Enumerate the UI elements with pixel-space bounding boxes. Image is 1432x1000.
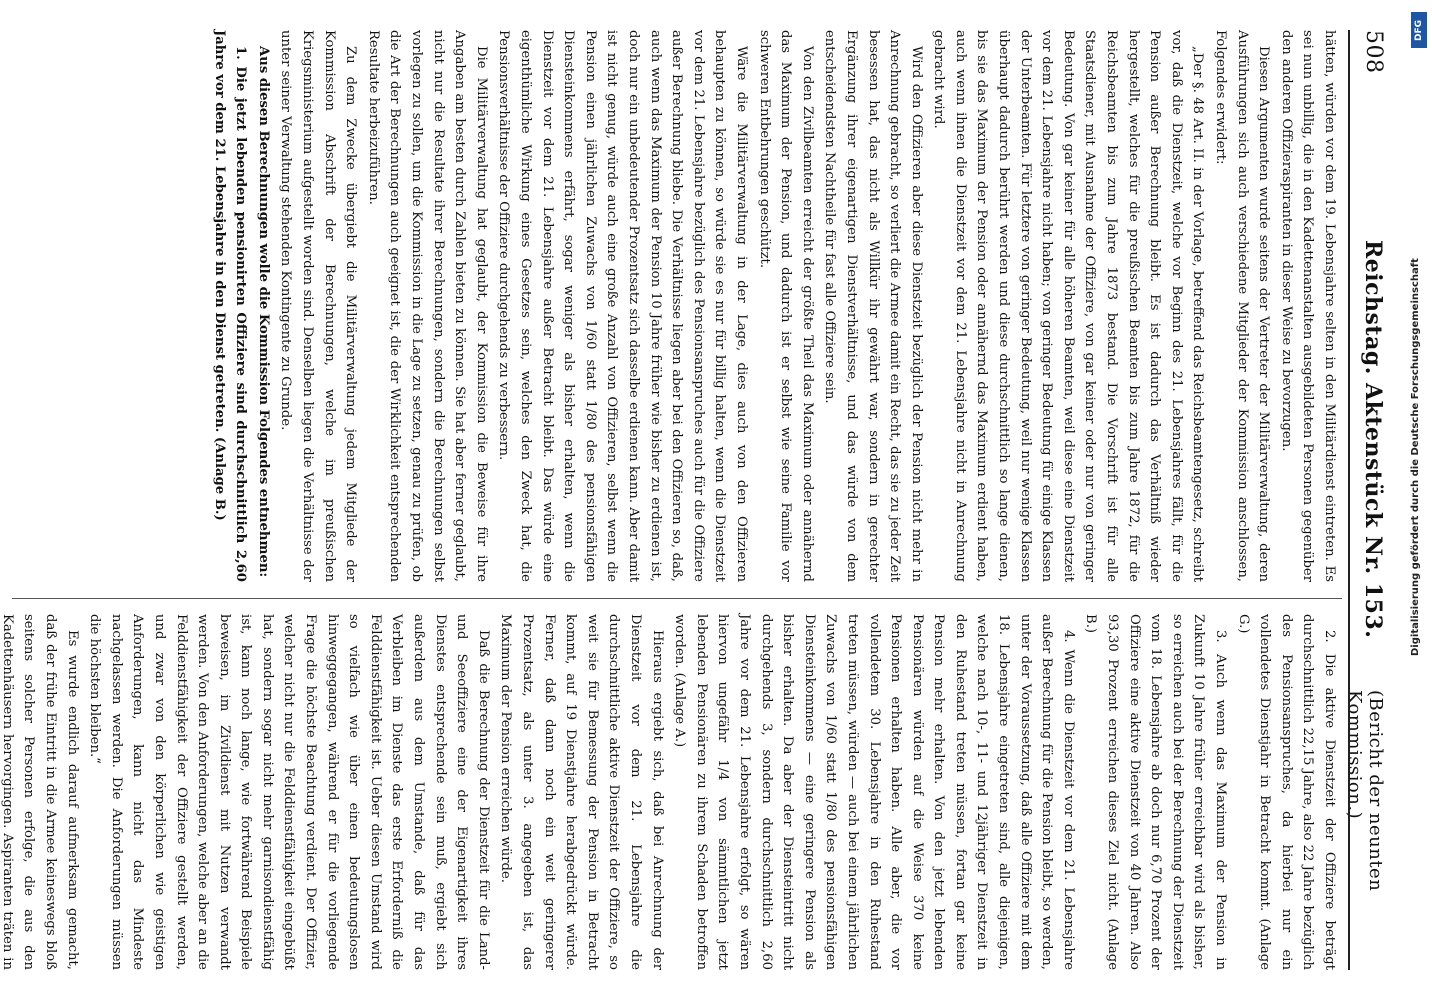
paragraph: Von den Zivilbeamten erreicht der größte Theil das Maximum oder annähernd das Maximum der Pension, und dadurch ist er selbst wie seine Familie vor schweren Entbehrungen geschützt.	[756, 30, 815, 582]
digitization-credit	[1408, 6, 1430, 994]
paragraph: Die Militärverwaltung hat geglaubt, der Kommission die Beweise für ihre Angaben am besten durch Zahlen bieten zu können. Sie hat aber ferner geglaubt, nicht nur die Resultate ihrer Berechnungen, sondern die Berechnungen selbst vorlegen zu sollen, um die Kommission in die Lage zu setzen, genau zu prüfen, ob die Art der Berechnungen auch geeignet ist, die der Wirklichkeit entsprechenden Resultate herbeizuführen.	[365, 30, 489, 582]
paragraph: Wird den Offizieren aber diese Dienstzeit bezüglich der Pension nicht mehr in Anrechnung gebracht, so verliert die Armee damit ein Recht, das sie zu jeder Zeit besessen hat, das nicht als Willkür ihr gewährt war, sondern in gerechter Ergänzung ihrer eigenartigen Dienstverhältnisse, und das würde von dem entscheidendsten Nachtheile für fast alle Offiziere sein.	[822, 30, 924, 582]
list-item: 1. Die jetzt lebenden pensionirten Offiziere sind durchschnittlich 2,60 Jahre vor dem 21. Lebensjahre in den Dienst getreten. (Anlage B.)	[211, 30, 249, 582]
paragraph: „Der §. 48 Art. II. in der Vorlage, betreffend das Reichsbeamtengesetz, schreibt vor, daß die Dienstzeit, welche vor Beginn des 21. Lebensjahres fällt, für die Pension außer Berechnung bleibt. Es ist dadurch das Verhältniß wieder hergestellt, welches für die preußischen Beamten bis zum Jahre 1872, für die Reichsbeamten bis zum Jahre 1873 bestand. Die Vorschrift ist für alle Staatsdiener, mit Ausnahme der Offiziere, von gar keiner oder nur von geringer Bedeutung. Von gar keiner für alle höheren Beamten, weil diese eine Dienstzeit vor dem 21. Lebensjahre nicht haben; von geringer Bedeutung für einige Klassen der Unterbeamten. Für letztere von geringer Bedeutung, weil nur wenige Klassen überhaupt dadurch berührt werden und diese durchschnittlich so lange dienen, bis sie das Maximum der Pension oder annähernd das Maximum erdient haben, auch wenn ihnen die Dienstzeit vor dem 21. Lebensjahre nicht in Anrechnung gebracht wird.	[931, 30, 1206, 582]
column-divider	[12, 598, 1342, 599]
list-item: 3. Auch wenn das Maximum der Pension in Zukunft 10 Jahre früher erreichbar wird als bisher, so erreichen auch bei der Berechnung der Dienstzeit vom 18. Lebensjahre ab doch nur 6,70 Prozent der Offiziere eine aktive Dienstzeit von 40 Jahren. Also 93,30 Prozent erreichen dieses Ziel nicht. (Anlage B.)	[1083, 614, 1229, 970]
paragraph: Wäre die Militärverwaltung in der Lage, dies auch von den Offizieren behaupten zu können, so würde sie es nur für billig halten, wenn die Dienstzeit vor dem 21. Lebensjahre bezüglich des Pensionsanspruches auch für die Offiziere außer Berechnung bliebe. Die Verhältnisse liegen aber bei den Offizieren so, daß, auch wenn das Maximum der Pension 10 Jahre früher wie bisher zu erdienen ist, doch nur ein unbedeutender Prozentsatz sich dasselbe erdienen kann. Aber damit ist nicht genug, würde auch eine große Anzahl von Offizieren, selbst wenn die Pension einen jährlichen Zuwachs von 1/60 statt 1/80 des pensionsfähigen Diensteinkommens erfährt, sogar weniger als bisher erhalten, wenn die Dienstzeit vor dem 21. Lebensjahre außer Betracht bleibt. Das würde eine eigenthümliche Wirkung eines Gesetzes sein, welches den Zweck hat, die Pensionsverhältnisse der Offiziere durchgehends zu verbessern.	[496, 30, 749, 582]
paragraph: Hieraus ergiebt sich, daß bei Anrechnung der Dienstzeit vor dem 21. Lebensjahre die durchschnittliche aktive Dienstzeit der Offiziere, so weit sie für Bemessung der Pension in Betracht kommt, auf 19 Dienstjahre herabgedrückt würde. Ferner, daß dann noch ein weit geringerer Prozentsatz, als unter 3. angegeben ist, das Maximum der Pension erreichen würde.	[498, 614, 665, 970]
dfg-logo: DFG	[1411, 12, 1427, 48]
paragraph: Zu dem Zwecke übergiebt die Militärverwaltung jedem Mitgliede der Kommission Abschrift der Berechnungen, welche im preußischen Kriegsministerium aufgestellt worden sind. Denselben liegen die Verhältnisse der unter seiner Verwaltung stehenden Kontingente zu Grunde.	[278, 30, 359, 582]
header-rule	[1348, 30, 1350, 970]
paragraph: Diesen Argumenten wurde seitens der Vertreter der Militärverwaltung, deren Ausführungen sich auch verschiedene Mitglieder der Kommission anschlossen, Folgendes erwidert:	[1213, 30, 1272, 582]
paragraph: Daß die Berechnung der Dienstzeit für die Land- und Seeoffiziere eine der Eigenartigkeit ihres Dienstes entsprechende sein muß, ergiebt sich außerdem aus dem Umstande, daß für das Verbleiben im Dienste das erste Erforderniß die Felddienstfähigkeit ist. Ueber diesen Umstand wird so vielfach wie über einen bedeutungslosen hinweggegangen, während er für die vorliegende Frage die höchste Beachtung verdient. Der Offizier, welcher nicht nur die Felddienstfähigkeit eingebüßt hat, sondern sogar nicht mehr garnisondienstfähig ist, kann noch lange, wie fortwährend Beispiele beweisen, im Zivildienst mit Nutzen verwandt werden. Von den Anforderungen, welche aber an die Felddienstfähigkeit der Offiziere gestellt werden, und zwar von den körperlichen wie geistigen Anforderungen, kann nicht das Mindeste nachgelassen werden. Die Anforderungen müssen die höchsten bleiben.“	[87, 614, 491, 970]
right-column	[0, 614, 1340, 970]
section-title: (Bericht der neunten Kommission.)	[1344, 690, 1386, 892]
page-number: 508	[1361, 30, 1386, 74]
list-item: 4. Wenn die Dienstzeit vor dem 21. Lebensjahre außer Berechnung für die Pension bleibt, so werden, unter der Voraussetzung, daß alle Offiziere mit dem 18. Lebensjahre eingetreten sind, alle diejenigen, welche nach 10-, 11- und 12jähriger Dienstzeit in den Ruhestand treten müssen, fortan gar keine Pension mehr erhalten. Von den jetzt lebenden Pensionären würden auf die Weise 370 keine Pensionen erhalten haben. Alle aber, die vor vollendetem 30. Lebensjahre in den Ruhestand treten müssen, würden — auch bei einem jährlichen Zuwachs von 1/60 statt 1/80 des pensionsfähigen Diensteinkommens — eine geringere Pension als bisher erhalten. Da aber der Diensteintritt nicht durchgehends 3, sondern durchschnittlich 2,60 Jahre vor dem 21. Lebensjahre erfolgt, so wären hiervon ungefähr 1/4 von sämmtlichen jetzt lebenden Pensionären zu ihrem Schaden betroffen worden. (Anlage A.)	[672, 614, 1076, 970]
paragraph: Es wurde endlich darauf aufmerksam gemacht, daß der frühe Eintritt in die Armee keineswegs bloß seitens solcher Personen erfolge, die aus den Kadettenhäusern hervorgingen. Aspiranten träten in	[0, 614, 80, 970]
left-column	[20, 30, 1340, 582]
paragraph: hätten, würden vor dem 19. Lebensjahre selten in den Militärdienst eintreten. Es sei nun unbillig, die in den Kadettenanstalten ausgebildeten Personen gegenüber den anderen Offizieraspiranten in dieser Weise zu bevorzugen.	[1278, 30, 1337, 582]
paragraph: Aus diesen Berechnungen wolle die Kommission Folgendes entnehmen:	[255, 46, 271, 578]
page-title: Reichstag. Aktenstück Nr. 153.	[1360, 240, 1386, 639]
credit-text: Digitalisierung gefördert durch die Deutsche Forschungsgemeinschaft	[1410, 258, 1421, 656]
list-item: 2. Die aktive Dienstzeit der Offiziere beträgt durchschnittlich 22,15 Jahre, also 22 Jahre bezüglich des Pensionsanspruches, da hierbei nur ein vollendetes Dienstjahr in Betracht kommt. (Anlage G.)	[1235, 614, 1337, 970]
page-header	[1344, 30, 1392, 970]
